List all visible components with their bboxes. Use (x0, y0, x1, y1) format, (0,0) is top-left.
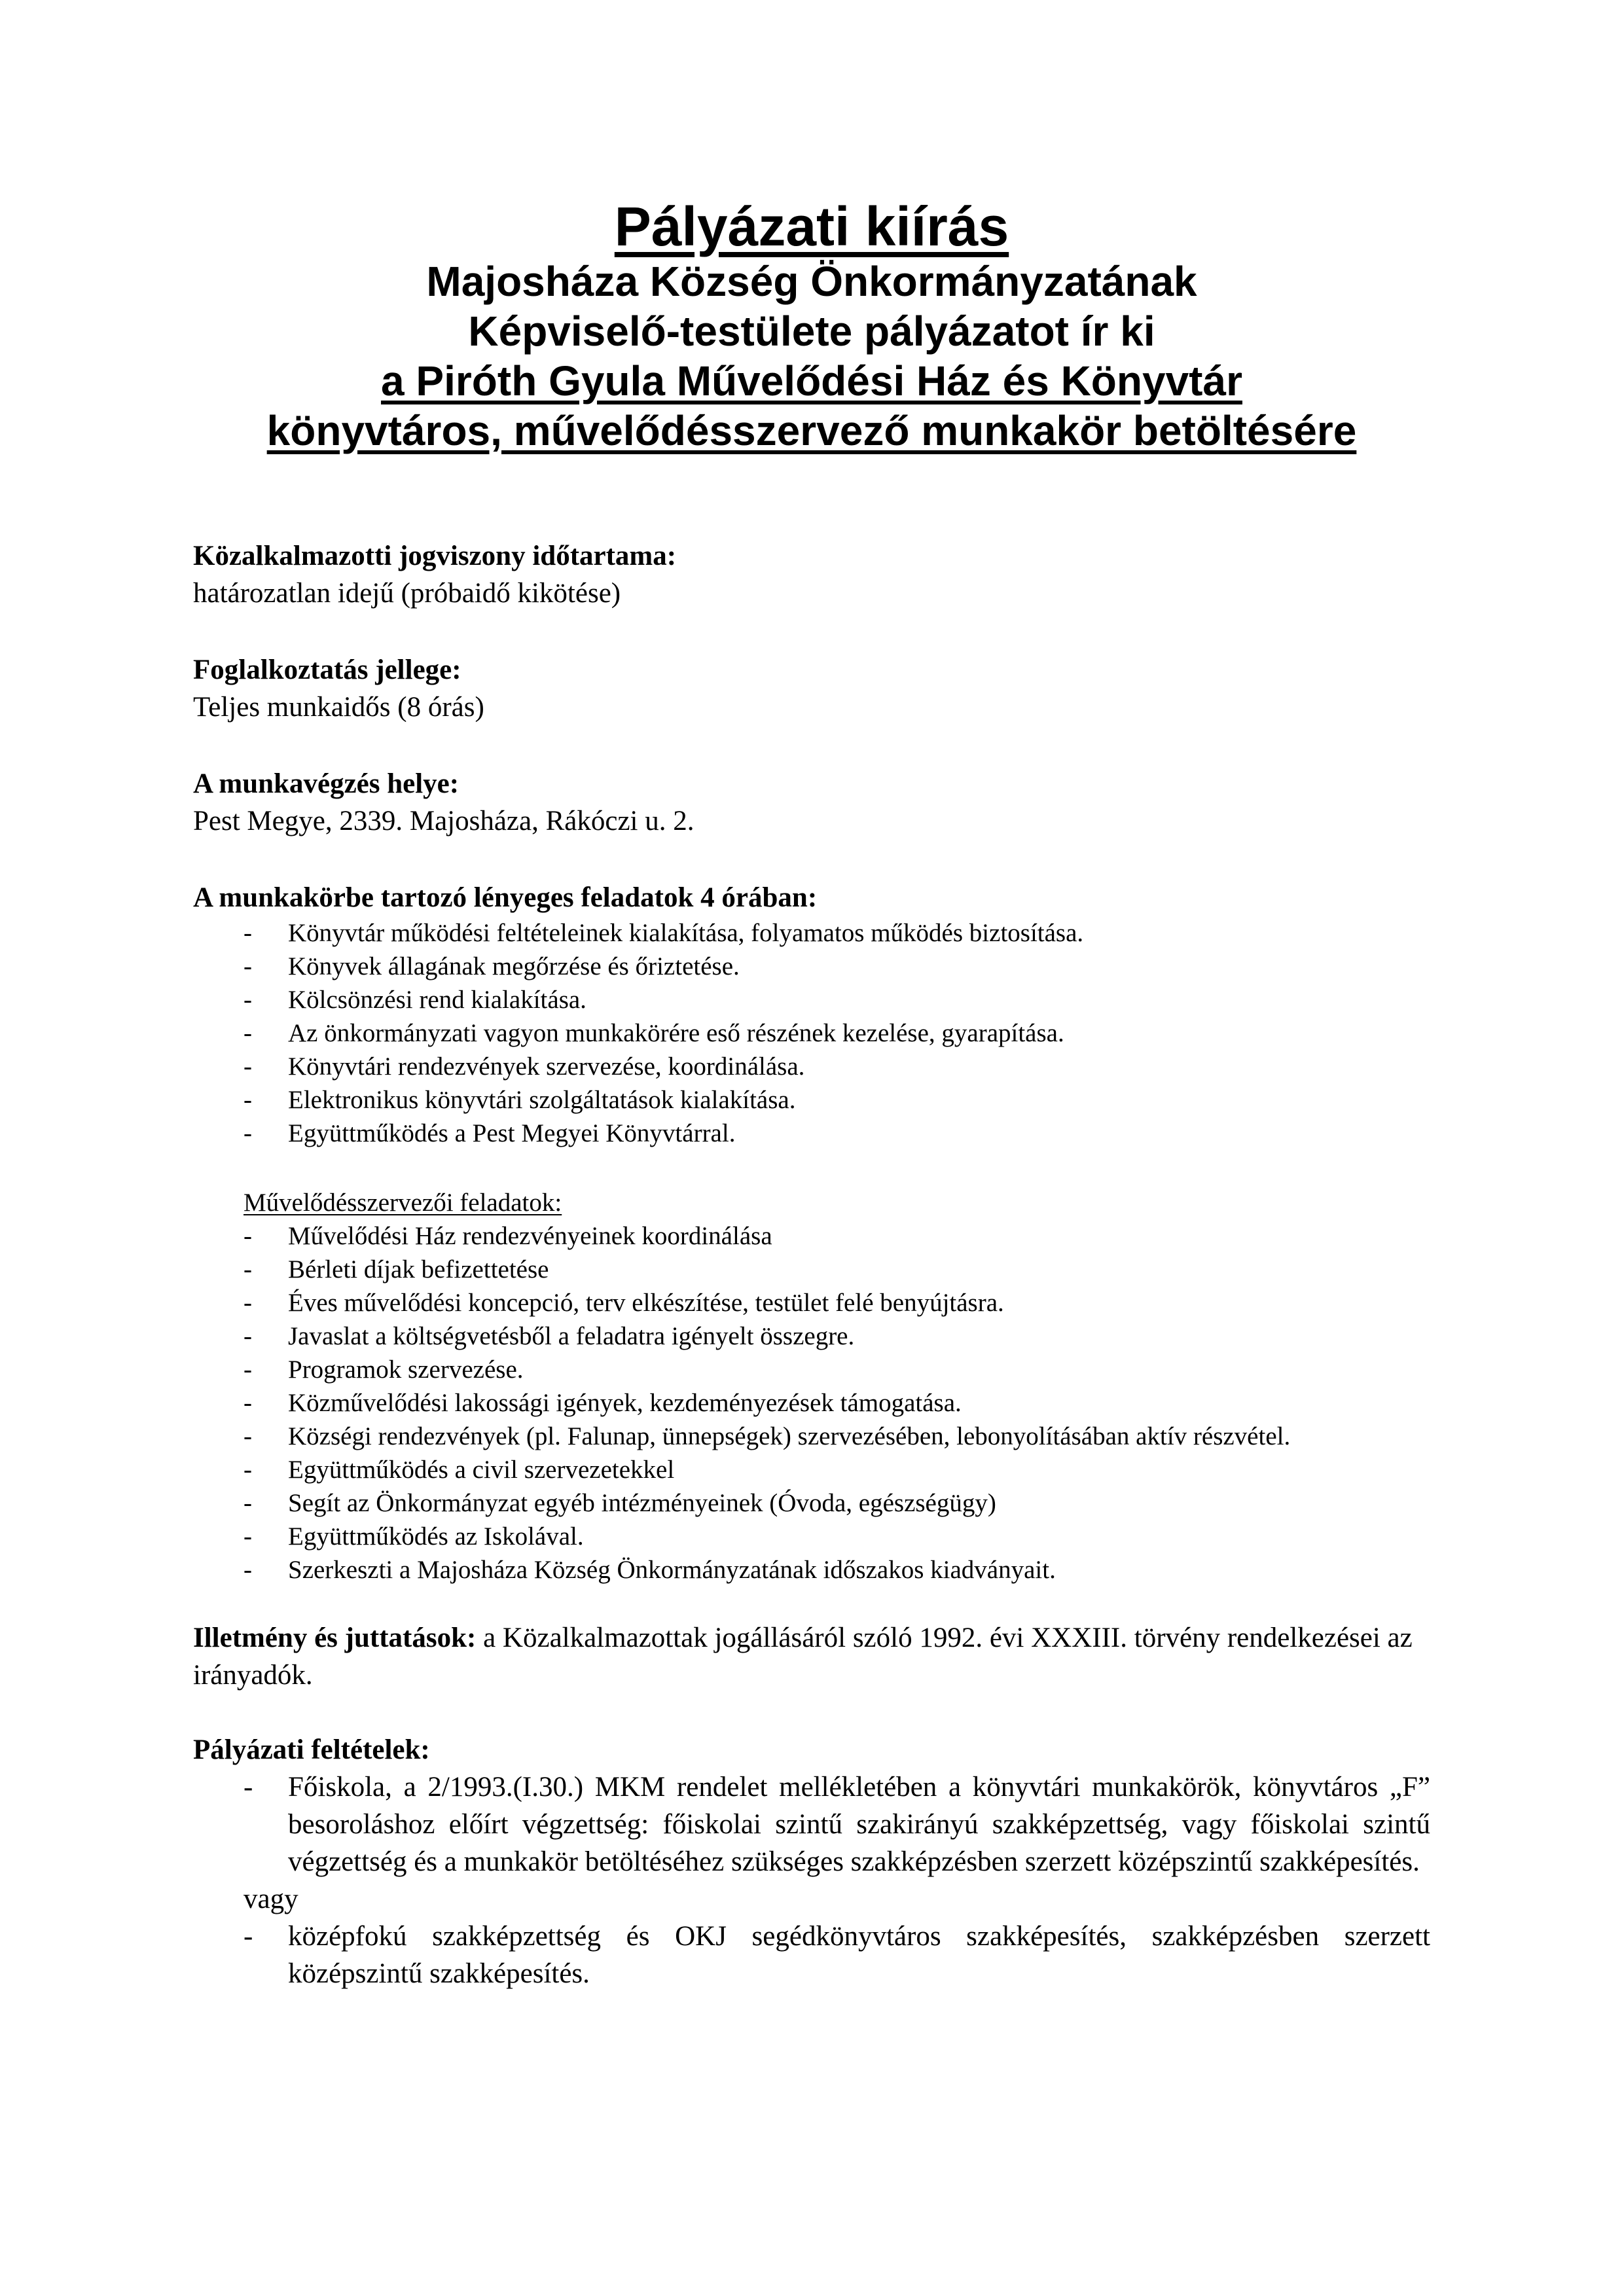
list-item (193, 1253, 1430, 1286)
culture-task-list (193, 1219, 1430, 1587)
list-item (193, 1386, 1430, 1420)
spacer (193, 726, 1430, 765)
title-line-position: könyvtáros, művelődésszervező munkakör betöltésére (266, 407, 1357, 454)
section-employment-type (193, 651, 1430, 726)
list-item-text: Közművelődési lakossági igények, kezdeményezések támogatása. (288, 1389, 962, 1417)
section-heading: Közalkalmazotti jogviszony időtartama: (193, 541, 677, 571)
list-item-text: Együttműködés az Iskolával. (288, 1522, 584, 1551)
list-item-text: Programok szervezése. (288, 1355, 524, 1384)
dash-bullet-icon: - (244, 952, 252, 980)
spacer (193, 840, 1430, 879)
dash-bullet-icon: - (244, 919, 252, 947)
list-item-text: Együttműködés a Pest Megyei Könyvtárral. (288, 1119, 736, 1147)
dash-bullet-icon: - (244, 1255, 252, 1283)
dash-bullet-icon: - (244, 1772, 253, 1803)
list-item-text: Községi rendezvények (pl. Falunap, ünnepségek) szervezésében, lebonyolításában aktív részvétel. (288, 1422, 1291, 1450)
dash-bullet-icon: - (244, 1322, 252, 1350)
list-item-text: középfokú szakképzettség és OKJ segédkönyvtáros szakképesítés, szakképzésben szerzett középszintű szakképesítés. (288, 1921, 1430, 1989)
dash-bullet-icon: - (244, 1355, 252, 1384)
list-item (193, 983, 1430, 1016)
list-item (193, 1083, 1430, 1117)
list-item-text: Elektronikus könyvtári szolgáltatások kialakítása. (288, 1086, 796, 1114)
section-culture-tasks (193, 1186, 1430, 1587)
dash-bullet-icon: - (244, 986, 252, 1014)
list-item (193, 1050, 1430, 1083)
list-item (193, 1353, 1430, 1386)
section-heading: A munkakörbe tartozó lényeges feladatok 4 órában: (193, 882, 818, 913)
dash-bullet-icon: - (244, 1456, 252, 1484)
section-employment-duration (193, 537, 1430, 612)
dash-bullet-icon: - (244, 1389, 252, 1417)
conditions-list (193, 1768, 1430, 1880)
list-item-text: Kölcsönzési rend kialakítása. (288, 986, 586, 1014)
list-item (193, 1768, 1430, 1880)
list-item-text: Könyvtári rendezvények szervezése, koordinálása. (288, 1052, 805, 1081)
list-item (193, 1486, 1430, 1520)
list-item (193, 916, 1430, 950)
section-value: a Közalkalmazottak jogállásáról szóló 1992. évi XXXIII. törvény rendelkezései az irányadók. (193, 1623, 1413, 1691)
spacer (193, 1150, 1430, 1186)
section-heading: Pályázati feltételek: (193, 1734, 430, 1765)
dash-bullet-icon: - (244, 1921, 253, 1952)
list-item (193, 1319, 1430, 1353)
list-item (193, 1520, 1430, 1553)
library-task-list (193, 916, 1430, 1150)
section-heading: A munkavégzés helye: (193, 768, 460, 799)
title-line-municipality: Majosháza Község Önkormányzatának (426, 258, 1197, 305)
list-item (193, 1117, 1430, 1150)
section-subheading: Művelődésszervezői feladatok: (244, 1189, 562, 1217)
dash-bullet-icon: - (244, 1289, 252, 1317)
section-workplace (193, 765, 1430, 840)
list-item-text: Segít az Önkormányzat egyéb intézményeinek (Óvoda, egészségügy) (288, 1489, 996, 1517)
list-item-text: Könyvtár működési feltételeinek kialakítása, folyamatos működés biztosítása. (288, 919, 1084, 947)
list-item (193, 950, 1430, 983)
spacer (193, 1694, 1430, 1731)
section-library-tasks (193, 879, 1430, 1150)
section-value: határozatlan idejű (próbaidő kikötése) (193, 578, 621, 609)
list-item-text: Szerkeszti a Majosháza Község Önkormányzatának időszakos kiadványait. (288, 1556, 1056, 1584)
list-item (193, 1553, 1430, 1587)
section-value: Pest Megye, 2339. Majosháza, Rákóczi u. 2. (193, 806, 695, 836)
dash-bullet-icon: - (244, 1222, 252, 1250)
list-item (193, 1918, 1430, 1992)
list-item (193, 1286, 1430, 1319)
list-item-text: Bérleti díjak befizettetése (288, 1255, 549, 1283)
section-heading: Foglalkoztatás jellege: (193, 655, 461, 685)
list-item (193, 1420, 1430, 1453)
conditions-list-alt (193, 1918, 1430, 1992)
list-item (193, 1016, 1430, 1050)
dash-bullet-icon: - (244, 1422, 252, 1450)
dash-bullet-icon: - (244, 1119, 252, 1147)
list-item (193, 1219, 1430, 1253)
dash-bullet-icon: - (244, 1522, 252, 1551)
list-item-text: Művelődési Ház rendezvényeinek koordinálása (288, 1222, 772, 1250)
list-item-text: Éves művelődési koncepció, terv elkészítése, testület felé benyújtásra. (288, 1289, 1004, 1317)
dash-bullet-icon: - (244, 1019, 252, 1047)
list-item-text: Együttműködés a civil szervezetekkel (288, 1456, 675, 1484)
list-item-text: Javaslat a költségvetésből a feladatra igényelt összegre. (288, 1322, 855, 1350)
spacer (193, 612, 1430, 651)
dash-bullet-icon: - (244, 1052, 252, 1081)
section-conditions (193, 1731, 1430, 1992)
document-title: Pályázati kiírás (614, 196, 1009, 257)
spacer (193, 1587, 1430, 1619)
list-item-text: Könyvek állagának megőrzése és őriztetése. (288, 952, 740, 980)
section-value: Teljes munkaidős (8 órás) (193, 692, 484, 723)
dash-bullet-icon: - (244, 1489, 252, 1517)
dash-bullet-icon: - (244, 1086, 252, 1114)
spacer (193, 456, 1430, 537)
section-salary (193, 1619, 1430, 1694)
list-item-text: Az önkormányzati vagyon munkakörére eső részének kezelése, gyarapítása. (288, 1019, 1064, 1047)
title-block (108, 196, 1515, 456)
or-separator: vagy (244, 1884, 298, 1914)
list-item-text: Főiskola, a 2/1993.(I.30.) MKM rendelet mellékletében a könyvtári munkakörök, könyvtáros „F” besoroláshoz előírt végzettség: főiskolai szintű szakirányú szakképzettség, vagy főiskolai szintű végzettség és a munkakör betöltéséhez szükséges szakképzésben szerzett középszintű szakképesítés. (288, 1772, 1430, 1877)
list-item (193, 1453, 1430, 1486)
section-heading: Illetmény és juttatások: (193, 1623, 477, 1653)
document-page (193, 196, 1430, 1992)
title-line-institution: a Piróth Gyula Művelődési Ház és Könyvtár (381, 357, 1242, 404)
title-line-board: Képviselő-testülete pályázatot ír ki (468, 308, 1155, 355)
dash-bullet-icon: - (244, 1556, 252, 1584)
